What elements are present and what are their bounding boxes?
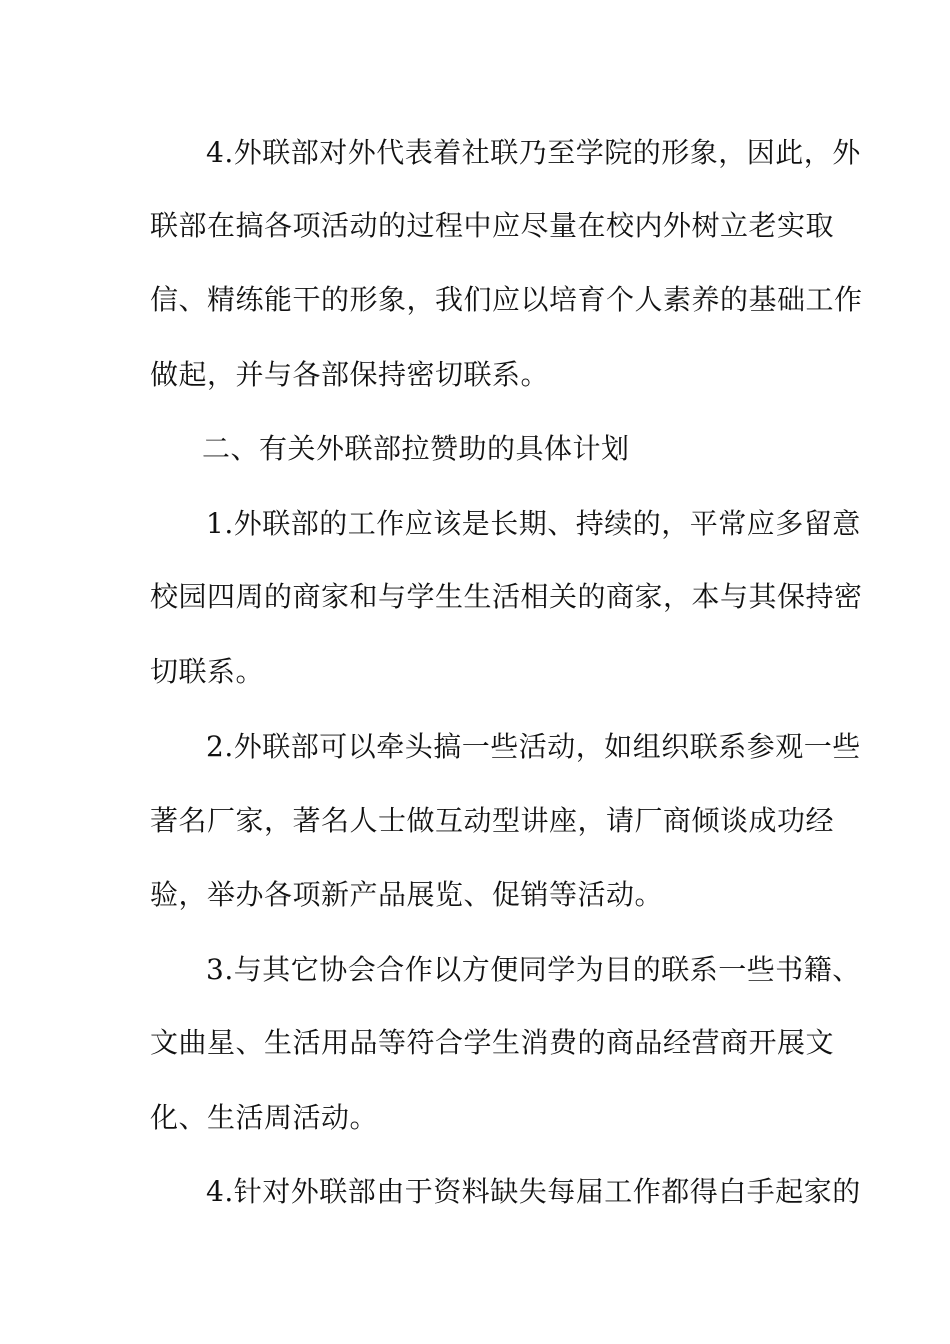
- paragraph-line: 著名厂家，著名人士做互动型讲座，请厂商倾谈成功经: [150, 804, 835, 837]
- paragraph-line: 4.针对外联部由于资料缺失每届工作都得白手起家的: [206, 1175, 861, 1208]
- paragraph-line: 信、精练能干的形象，我们应以培育个人素养的基础工作: [150, 283, 863, 316]
- paragraph-line: 2.外联部可以牵头搞一些活动，如组织联系参观一些: [206, 730, 861, 763]
- paragraph-line: 做起，并与各部保持密切联系。: [150, 358, 550, 391]
- paragraph-line: 验，举办各项新产品展览、促销等活动。: [150, 878, 664, 911]
- paragraph-line: 联部在搞各项活动的过程中应尽量在校内外树立老实取: [150, 209, 835, 242]
- paragraph-line: 校园四周的商家和与学生生活相关的商家，本与其保持密: [150, 580, 863, 613]
- paragraph-line: 4.外联部对外代表着社联乃至学院的形象，因此，外: [206, 136, 861, 169]
- paragraph-line: 1.外联部的工作应该是长期、持续的，平常应多留意: [206, 507, 861, 540]
- section-heading: 二、有关外联部拉赞助的具体计划: [202, 432, 630, 465]
- paragraph-line: 化、生活周活动。: [150, 1101, 379, 1134]
- paragraph-line: 切联系。: [150, 655, 265, 688]
- paragraph-line: 文曲星、生活用品等符合学生消费的商品经营商开展文: [150, 1026, 835, 1059]
- paragraph-line: 3.与其它协会合作以方便同学为目的联系一些书籍、: [206, 953, 861, 986]
